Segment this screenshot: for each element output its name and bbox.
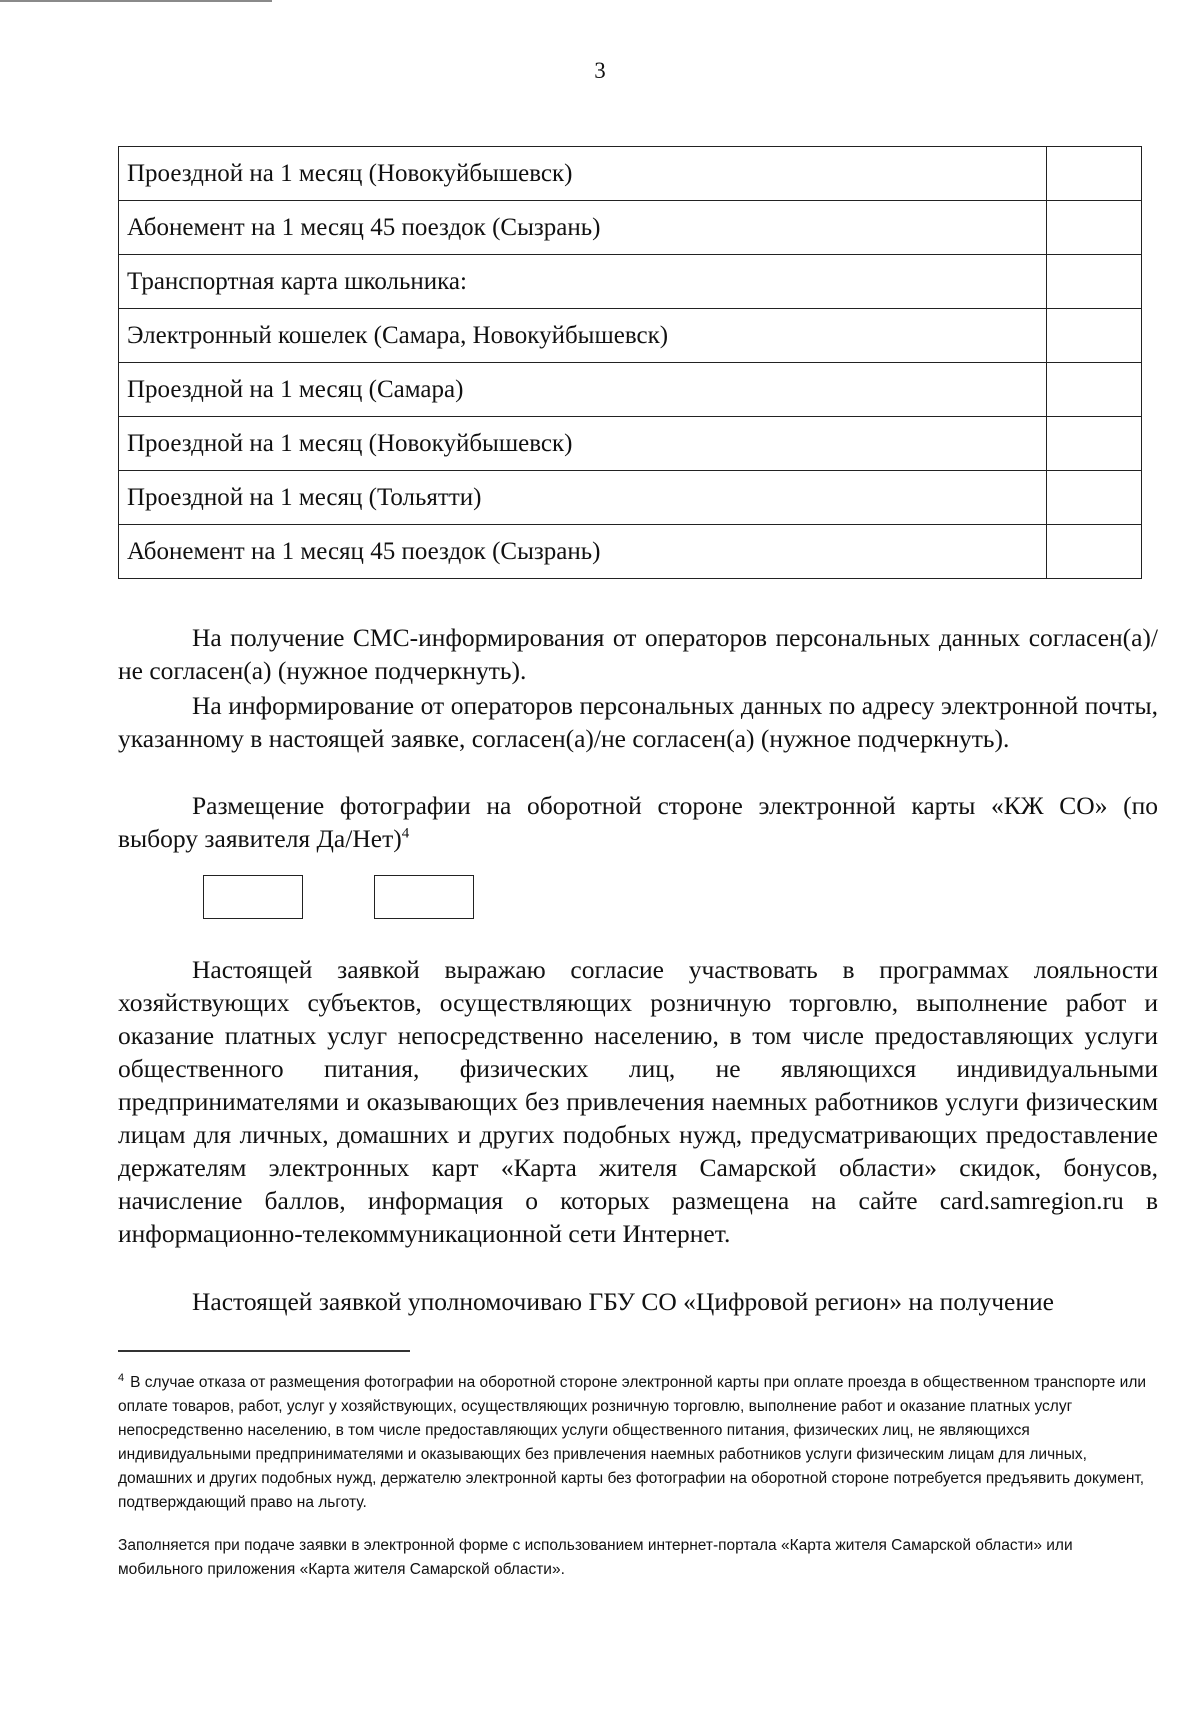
top-scan-rule — [0, 0, 272, 2]
photo-no-checkbox[interactable] — [374, 875, 474, 919]
photo-placement-paragraph — [118, 789, 1158, 855]
footnote-4 — [118, 1366, 1158, 1515]
table-row — [119, 363, 1142, 417]
email-consent-text: На информирование от операторов персональных данных по адресу электронной почты, указанному в настоящей заявке, согласен(а)/не согласен(а) (нужное подчеркнуть). — [118, 691, 1158, 753]
service-label: Электронный кошелек (Самара, Новокуйбышевск) — [119, 309, 1047, 363]
footnote-mark: 4 — [118, 1372, 125, 1384]
service-label: Транспортная карта школьника: — [119, 255, 1047, 309]
fill-note — [118, 1534, 1158, 1582]
loyalty-consent-paragraph — [118, 953, 1158, 1250]
table-row — [119, 147, 1142, 201]
service-checkbox-cell[interactable] — [1047, 201, 1142, 255]
service-label: Проездной на 1 месяц (Новокуйбышевск) — [119, 147, 1047, 201]
table-row — [119, 201, 1142, 255]
footnote-separator — [118, 1350, 410, 1352]
service-label: Проездной на 1 месяц (Тольятти) — [119, 471, 1047, 525]
service-label: Абонемент на 1 месяц 45 поездок (Сызрань) — [119, 525, 1047, 579]
photo-placement-text: Размещение фотографии на оборотной стороне электронной карты «КЖ СО» (по выбору заявителя Да/Нет) — [118, 791, 1158, 853]
photo-yes-checkbox[interactable] — [203, 875, 303, 919]
table-row — [119, 417, 1142, 471]
authorization-paragraph — [118, 1285, 1158, 1318]
sms-consent-text: На получение СМС-информирования от операторов персональных данных согласен(а)/не согласен(а) (нужное подчеркнуть). — [118, 623, 1158, 685]
table-row — [119, 471, 1142, 525]
service-checkbox-cell[interactable] — [1047, 255, 1142, 309]
table-row — [119, 525, 1142, 579]
fill-note-text: Заполняется при подаче заявки в электронной форме с использованием интернет-портала «Карта жителя Самарской области» или мобильного приложения «Карта жителя Самарской области». — [118, 1537, 1073, 1578]
service-checkbox-cell[interactable] — [1047, 525, 1142, 579]
authorization-text: Настоящей заявкой уполномочиваю ГБУ СО «Цифровой регион» на получение — [192, 1287, 1054, 1316]
service-label: Абонемент на 1 месяц 45 поездок (Сызрань) — [119, 201, 1047, 255]
table-row — [119, 255, 1142, 309]
services-table — [118, 146, 1142, 579]
service-checkbox-cell[interactable] — [1047, 363, 1142, 417]
service-checkbox-cell[interactable] — [1047, 309, 1142, 363]
service-label: Проездной на 1 месяц (Новокуйбышевск) — [119, 417, 1047, 471]
email-consent-paragraph — [118, 689, 1158, 755]
page-number: 3 — [594, 58, 606, 83]
sms-consent-paragraph — [118, 621, 1158, 687]
service-checkbox-cell[interactable] — [1047, 147, 1142, 201]
service-label: Проездной на 1 месяц (Самара) — [119, 363, 1047, 417]
footnote-reference: 4 — [401, 825, 410, 842]
service-checkbox-cell[interactable] — [1047, 417, 1142, 471]
service-checkbox-cell[interactable] — [1047, 471, 1142, 525]
footnote-4-text: В случае отказа от размещения фотографии на оборотной стороне электронной карты при оплате проезда в общественном транспорте или оплате товаров, работ, услуг у хозяйствующих, осуществляющих розничную торговлю, выполнение работ и оказание платных услуг непосредственно населению, в том числе предоставляющих услуги общественного питания, физических лиц, не являющихся индивидуальными предпринимателями и оказывающих без привлечения наемных работников услуги физическим лицам для личных, домашних и других подобных нужд, держателю электронной карты без фотографии на оборотной стороне потребуется предъявить документ, подтверждающий право на льготу. — [118, 1374, 1147, 1512]
loyalty-consent-text: Настоящей заявкой выражаю согласие участвовать в программах лояльности хозяйствующих субъектов, осуществляющих розничную торговлю, выполнение работ и оказание платных услуг непосредственно населению, в том числе предоставляющих услуги общественного питания, физических лиц, не являющихся индивидуальными предпринимателями и оказывающих без привлечения наемных работников услуги физическим лицам для личных, домашних и других подобных нужд, предусматривающих предоставление держателям электронных карт «Карта жителя Самарской области» скидок, бонусов, начисление баллов, информация о которых размещена на сайте card.samregion.ru в информационно-телекоммуникационной сети Интернет. — [118, 955, 1158, 1248]
table-row — [119, 309, 1142, 363]
